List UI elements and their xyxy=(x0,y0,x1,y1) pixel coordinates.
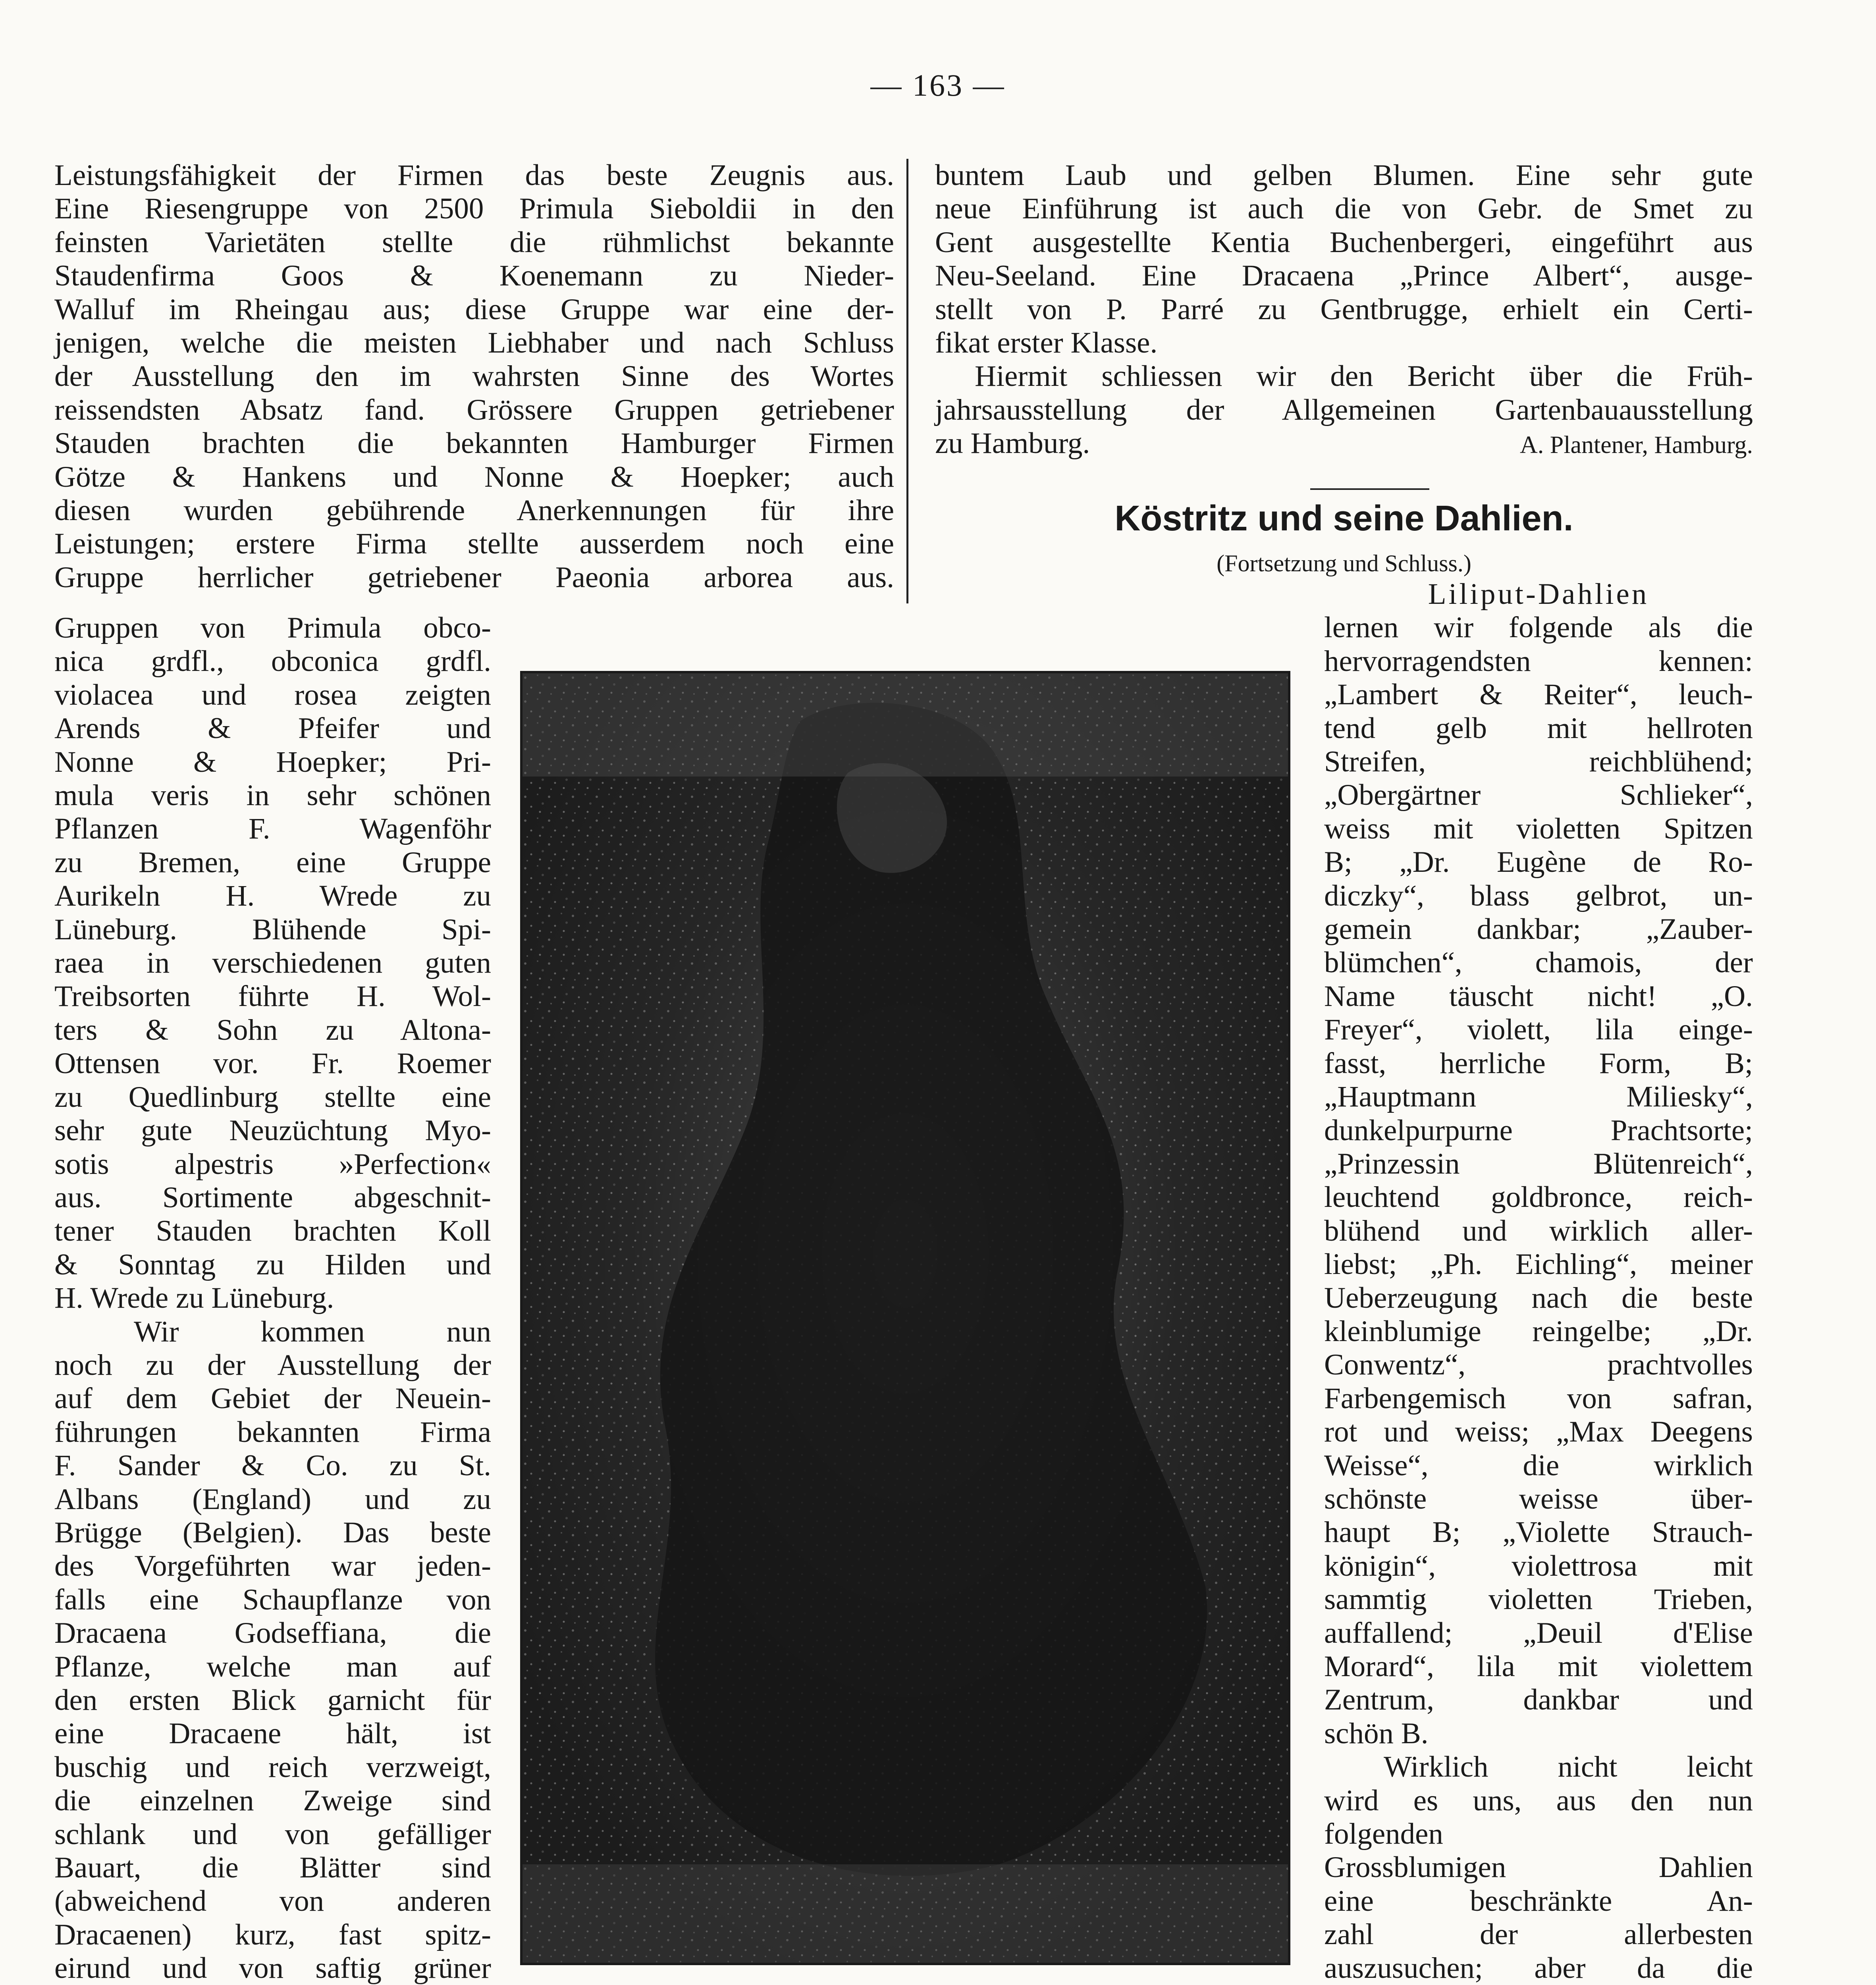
text-line: Dracaenen) kurz, fast spitz- xyxy=(54,1918,491,1951)
author-signature: A. Plantener, Hamburg. xyxy=(1520,432,1753,459)
text-line: Wir kommen nun xyxy=(134,1315,491,1348)
text-line: rot und weiss; „Max Deegens xyxy=(1324,1415,1753,1449)
right-narrow-column xyxy=(1324,578,1753,1985)
text-line: diesen wurden gebührende Anerkennungen für ihre xyxy=(54,494,894,527)
text-line: Ueberzeugung nach die beste xyxy=(1324,1281,1753,1314)
text-line: Pflanzen F. Wagenföhr xyxy=(54,812,491,846)
text-line: Lüneburg. Blühende Spi- xyxy=(54,913,491,946)
text-line: H. Wrede zu Lüneburg. xyxy=(54,1282,334,1315)
text-line: mula veris in sehr schönen xyxy=(54,779,491,812)
text-line: Wirklich nicht leicht xyxy=(1384,1750,1753,1784)
text-line: violacea und rosea zeigten xyxy=(54,678,491,711)
text-line: neue Einführung ist auch die von Gebr. de Smet zu xyxy=(935,192,1753,225)
text-line: nica grdfl., obconica grdfl. xyxy=(54,645,491,678)
text-line: Streifen, reichblühend; xyxy=(1324,745,1753,779)
text-line: zu Hamburg. xyxy=(935,427,1090,460)
text-line: zu Quedlinburg stellte eine xyxy=(54,1080,491,1114)
text-line: sehr gute Neuzüchtung Myo- xyxy=(54,1114,491,1147)
column-rule-top xyxy=(906,159,908,603)
text-line: wird es uns, aus den nun xyxy=(1324,1784,1753,1817)
text-line: eine beschränkte An- xyxy=(1324,1884,1753,1918)
text-line: buschig und reich verzweigt, xyxy=(54,1750,491,1784)
text-line: fasst, herrliche Form, B; xyxy=(1324,1046,1753,1080)
text-line: Eine Riesengruppe von 2500 Primula Sieboldii in den xyxy=(54,192,894,225)
text-line: Dracaena Godseffiana, die xyxy=(54,1617,491,1650)
title-rule xyxy=(1310,488,1429,490)
text-line: schönste weisse über- xyxy=(1324,1482,1753,1515)
text-line: tener Stauden brachten Koll xyxy=(54,1214,491,1248)
text-line: hervorragendsten kennen: xyxy=(1324,644,1753,678)
text-line: ters & Sohn zu Altona- xyxy=(54,1013,491,1046)
text-line: Conwentz“, prachtvolles xyxy=(1324,1348,1753,1382)
text-line: Freyer“, violett, lila einge- xyxy=(1324,1013,1753,1046)
text-line: sotis alpestris »Perfection« xyxy=(54,1147,491,1181)
text-line: noch zu der Ausstellung der xyxy=(54,1348,491,1382)
text-line: Bauart, die Blätter sind xyxy=(54,1851,491,1885)
text-line: Pflanze, welche man auf xyxy=(54,1650,491,1683)
text-line: Name täuscht nicht! „O. xyxy=(1324,979,1753,1013)
text-line: eine Dracaene hält, ist xyxy=(54,1717,491,1750)
left-top-column xyxy=(54,159,894,594)
text-line: aus. Sortimente abgeschnit- xyxy=(54,1181,491,1214)
text-line: falls eine Schaupflanze von xyxy=(54,1583,491,1616)
text-line: lernen wir folgende als die xyxy=(1324,611,1753,644)
photo-illustration xyxy=(523,673,1288,1963)
text-line: „Hauptmann Miliesky“, xyxy=(1324,1080,1753,1114)
text-line: blühend und wirklich aller- xyxy=(1324,1214,1753,1247)
text-line: Gruppen von Primula obco- xyxy=(54,611,491,644)
text-line: Hiermit schliessen wir den Bericht über die Früh- xyxy=(975,360,1753,393)
text-line: Gruppe herrlicher getriebener Paeonia arborea aus. xyxy=(54,561,894,594)
text-line: Leistungen; erstere Firma stellte ausserdem noch eine xyxy=(54,527,894,561)
text-line: schön B. xyxy=(1324,1717,1429,1750)
text-line: Neu-Seeland. Eine Dracaena „Prince Albert“, ausge- xyxy=(935,259,1753,293)
text-line: Albans (England) und zu xyxy=(54,1482,491,1516)
text-line: Stauden brachten die bekannten Hamburger Firmen xyxy=(54,427,894,460)
text-line: Morard“, lila mit violettem xyxy=(1324,1650,1753,1683)
text-line: Götze & Hankens und Nonne & Hoepker; auch xyxy=(54,460,894,493)
text-line: Nonne & Hoepker; Pri- xyxy=(54,745,491,779)
text-line: schlank und von gefälliger xyxy=(54,1817,491,1851)
text-line: Treibsorten führte H. Wol- xyxy=(54,980,491,1013)
text-line: tend gelb mit hellroten xyxy=(1324,711,1753,745)
text-line: eirund und von saftig grüner xyxy=(54,1952,491,1985)
text-line: F. Sander & Co. zu St. xyxy=(54,1449,491,1482)
text-line: stellt von P. Parré zu Gentbrugge, erhielt ein Certi- xyxy=(935,293,1753,326)
text-line: liebst; „Ph. Eichling“, meiner xyxy=(1324,1248,1753,1281)
figure-flower-stand-photo xyxy=(520,671,1290,1965)
text-line: des Vorgeführten war jeden- xyxy=(54,1549,491,1583)
text-line: Leistungsfähigkeit der Firmen das beste Zeugnis aus. xyxy=(54,159,894,192)
text-line: Zentrum, dankbar und xyxy=(1324,1683,1753,1717)
text-line: Weisse“, die wirklich xyxy=(1324,1449,1753,1482)
text-line: gemein dankbar; „Zauber- xyxy=(1324,913,1753,946)
left-narrow-column xyxy=(54,611,491,1985)
text-line: feinsten Varietäten stellte die rühmlichst bekannte xyxy=(54,225,894,259)
text-line: jenigen, welche die meisten Liebhaber und nach Schluss xyxy=(54,326,894,360)
text-line: den ersten Blick garnicht für xyxy=(54,1684,491,1717)
subheading-grossblumige-dahlien: Grossblumigen Dahlien xyxy=(1324,1851,1753,1884)
text-line: fikat erster Klasse. xyxy=(935,326,1158,360)
text-line: sammtig violetten Trieben, xyxy=(1324,1583,1753,1616)
text-line: zu Bremen, eine Gruppe xyxy=(54,846,491,879)
text-line: Walluf im Rheingau aus; diese Gruppe war eine der- xyxy=(54,293,894,326)
subheading-liliput-dahlien: Liliput-Dahlien xyxy=(1428,578,1649,611)
text-line: Brügge (Belgien). Das beste xyxy=(54,1516,491,1549)
article-title: Köstritz und seine Dahlien. xyxy=(1114,499,1573,538)
text-line: die einzelnen Zweige sind xyxy=(54,1784,491,1817)
text-line: Ottensen vor. Fr. Roemer xyxy=(54,1047,491,1080)
text-line: königin“, violettrosa mit xyxy=(1324,1549,1753,1582)
article-subtitle: (Fortsetzung und Schluss.) xyxy=(1217,550,1471,576)
text-line: raea in verschiedenen guten xyxy=(54,946,491,980)
text-line: „Lambert & Reiter“, leuch- xyxy=(1324,678,1753,711)
text-line: B; „Dr. Eugène de Ro- xyxy=(1324,846,1753,879)
text-line: zahl der allerbesten xyxy=(1324,1918,1753,1951)
text-line: der Ausstellung den im wahrsten Sinne des Wortes xyxy=(54,360,894,393)
text-line: Staudenfirma Goos & Koenemann zu Nieder- xyxy=(54,259,894,293)
text-line: reissendsten Absatz fand. Grössere Gruppen getriebener xyxy=(54,393,894,426)
text-line: kleinblumige reingelbe; „Dr. xyxy=(1324,1314,1753,1348)
text-line: Gent ausgestellte Kentia Buchenbergeri, eingeführt aus xyxy=(935,225,1753,259)
text-line: auszusuchen; aber da die xyxy=(1324,1951,1753,1985)
text-line: blümchen“, chamois, der xyxy=(1324,946,1753,979)
text-line: (abweichend von anderen xyxy=(54,1885,491,1918)
text-line: diczky“, blass gelbrot, un- xyxy=(1324,879,1753,912)
text-line: Arends & Pfeifer und xyxy=(54,712,491,745)
text-line: & Sonntag zu Hilden und xyxy=(54,1248,491,1281)
text-line: „Prinzessin Blütenreich“, xyxy=(1324,1147,1753,1180)
text-line: folgenden xyxy=(1324,1817,1443,1851)
text-line: auffallend; „Deuil d'Elise xyxy=(1324,1616,1753,1650)
text-line: Aurikeln H. Wrede zu xyxy=(54,879,491,913)
text-line: führungen bekannten Firma xyxy=(54,1415,491,1449)
text-line: Farbengemisch von safran, xyxy=(1324,1382,1753,1415)
right-top-column xyxy=(935,159,1753,462)
text-line: jahrsausstellung der Allgemeinen Gartenbauausstellung xyxy=(935,393,1753,426)
text-line: buntem Laub und gelben Blumen. Eine sehr gute xyxy=(935,159,1753,192)
text-line: weiss mit violetten Spitzen xyxy=(1324,812,1753,845)
page-number: — 163 — xyxy=(870,68,1006,102)
text-line: auf dem Gebiet der Neuein- xyxy=(54,1382,491,1415)
text-line: „Obergärtner Schlieker“, xyxy=(1324,779,1753,812)
text-line: dunkelpurpurne Prachtsorte; xyxy=(1324,1114,1753,1147)
text-line: haupt B; „Violette Strauch- xyxy=(1324,1516,1753,1549)
text-line: leuchtend goldbronce, reich- xyxy=(1324,1181,1753,1214)
